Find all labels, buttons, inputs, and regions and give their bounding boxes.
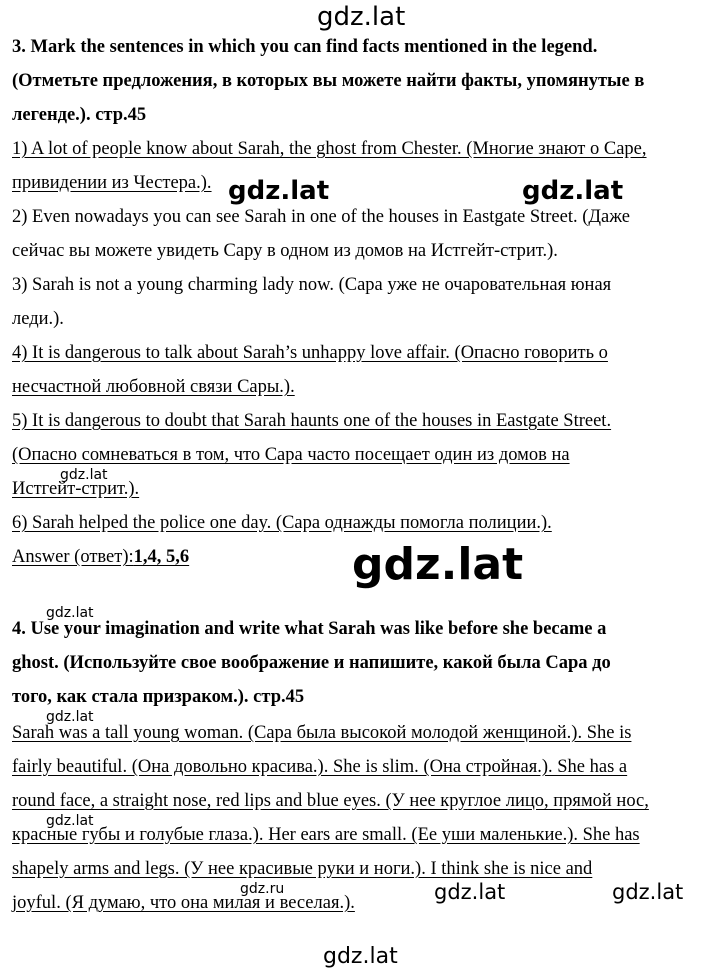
sentence-1-line1: 1) A lot of people know about Sarah, the ghost from Chester. (Многие знают о Саре,	[12, 139, 647, 159]
watermark-tiny-2: gdz.lat	[46, 605, 94, 621]
answer-line	[12, 548, 189, 567]
answer-paragraph-line6: joyful. (Я думаю, что она милая и веселая.).	[12, 893, 355, 913]
sentence-4-line2: несчастной любовной связи Сары.).	[12, 377, 295, 397]
sentence-2-line2: сейчас вы можете увидеть Сару в одном из домов на Истгейт-стрит.).	[12, 241, 558, 261]
answer-value: 1,4, 5,6	[133, 547, 190, 567]
watermark-bottom-mid: gdz.lat	[434, 880, 506, 904]
task3-heading-line2: (Отметьте предложения, в которых вы можете найти факты, упомянутые в	[12, 71, 645, 91]
task4-heading-line3: того, как стала призраком.). стр.45	[12, 687, 305, 707]
watermark-bottom-right: gdz.lat	[612, 880, 684, 904]
watermark-tiny-4: gdz.lat	[46, 813, 94, 829]
answer-paragraph-line1: Sarah was a tall young woman. (Сара была высокой молодой женщиной.). She is	[12, 723, 632, 743]
task4-heading-line2: ghost. (Используйте свое воображение и напишите, какой была Сара до	[12, 653, 611, 673]
watermark-mid-right: gdz.lat	[522, 176, 624, 206]
sentence-6-line1: 6) Sarah helped the police one day. (Сара однажды помогла полиции.).	[12, 513, 552, 533]
sentence-2-line1: 2) Even nowadays you can see Sarah in one of the houses in Eastgate Street. (Даже	[12, 207, 630, 227]
sentence-5-line1: 5) It is dangerous to doubt that Sarah haunts one of the houses in Eastgate Street.	[12, 411, 612, 431]
watermark-mid-left: gdz.lat	[228, 176, 330, 206]
watermark-ru: gdz.ru	[240, 881, 285, 897]
answer-paragraph-line2: fairly beautiful. (Она довольно красива.). She is slim. (Она стройная.). She has a	[12, 757, 628, 777]
answer-paragraph-line3: round face, a straight nose, red lips and blue eyes. (У нее круглое лицо, прямой нос,	[12, 791, 649, 811]
sentence-3-line1: 3) Sarah is not a young charming lady now. (Сара уже не очаровательная юная	[12, 275, 612, 295]
task4-heading-line1: 4. Use your imagination and write what Sarah was like before she became a	[12, 619, 607, 639]
watermark-footer: gdz.lat	[323, 944, 398, 969]
task3-heading-line3: легенде.). стр.45	[12, 105, 147, 125]
task3-heading-line1: 3. Mark the sentences in which you can find facts mentioned in the legend.	[12, 37, 598, 57]
sentence-5-line2: (Опасно сомневаться в том, что Сара часто посещает один из домов на	[12, 445, 570, 465]
sentence-3-line2: леди.).	[12, 309, 64, 329]
watermark-tiny-1: gdz.lat	[60, 467, 108, 483]
sentence-4-line1: 4) It is dangerous to talk about Sarah’s unhappy love affair. (Опасно говорить о	[12, 343, 608, 363]
sentence-5-line3: Истгейт-стрит.).	[12, 479, 140, 499]
watermark-top: gdz.lat	[317, 2, 406, 32]
watermark-big-center: gdz.lat	[352, 539, 524, 590]
sentence-1-line2: привидении из Честера.).	[12, 173, 212, 193]
answer-paragraph-line5: shapely arms and legs. (У нее красивые руки и ноги.). I think she is nice and	[12, 859, 593, 879]
answer-label: Answer (ответ):	[12, 547, 134, 567]
watermark-tiny-3: gdz.lat	[46, 709, 94, 725]
answer-paragraph-line4: красные губы и голубые глаза.). Her ears are small. (Ее уши маленькие.). She has	[12, 825, 640, 845]
